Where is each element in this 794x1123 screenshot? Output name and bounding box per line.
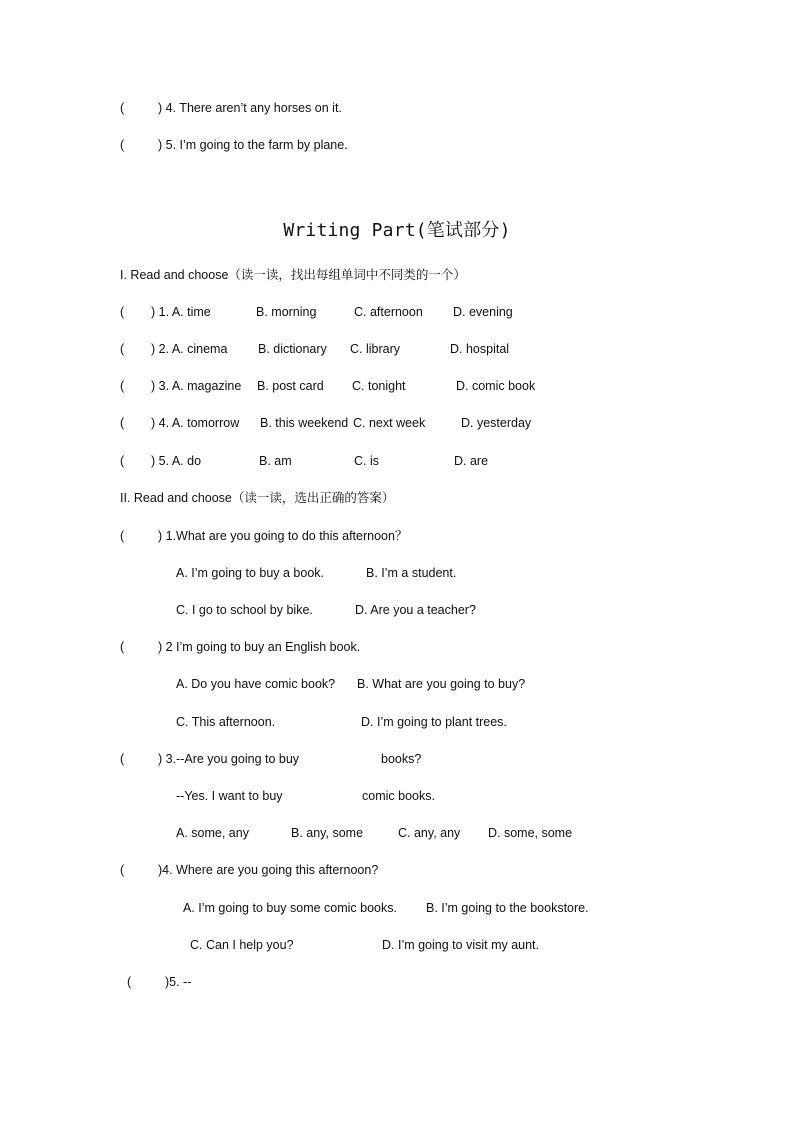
option-c: C. Can I help you? <box>190 938 294 952</box>
option-c: C. afternoon <box>354 305 423 319</box>
option-a: ) 1. A. time <box>151 305 211 319</box>
option-b: B. I’m a student. <box>366 566 457 580</box>
answer-paren: ( <box>120 529 125 543</box>
option-c: C. I go to school by bike. <box>176 603 313 617</box>
option-c: C. any, any <box>398 826 461 840</box>
option-a: ) 5. A. do <box>151 454 202 468</box>
answer-paren: ( <box>120 416 125 430</box>
answer-paren: ( <box>120 138 125 152</box>
answer-paren: ( <box>120 342 125 356</box>
question-line2: --Yes. I want to buy <box>176 789 283 803</box>
option-d: D. some, some <box>488 826 573 840</box>
option-a: ) 4. A. tomorrow <box>151 416 240 430</box>
option-d: D. comic book <box>456 379 536 393</box>
option-d: D. yesterday <box>461 416 532 430</box>
part2-heading: II. Read and choose（读一读，选出正确的答案） <box>120 491 395 505</box>
option-c: C. next week <box>353 416 426 430</box>
option-d: D. evening <box>453 305 513 319</box>
option-c: C. This afternoon. <box>176 715 276 729</box>
option-b: B. I’m going to the bookstore. <box>426 901 589 915</box>
option-b: B. dictionary <box>258 342 327 356</box>
question-text: ) 5. I’m going to the farm by plane. <box>158 138 348 152</box>
option-a: ) 2. A. cinema <box>151 342 228 356</box>
answer-paren: ( <box>127 975 132 989</box>
answer-paren: ( <box>120 752 125 766</box>
question-stem-end: books? <box>381 752 422 766</box>
question-stem: )5. -- <box>165 975 192 989</box>
question-stem: )4. Where are you going this afternoon? <box>158 863 379 877</box>
answer-paren: ( <box>120 863 125 877</box>
answer-paren: ( <box>120 640 125 654</box>
question-text: ) 4. There aren’t any horses on it. <box>158 101 342 115</box>
option-d: D. I’m going to plant trees. <box>361 715 507 729</box>
question-stem: ) 1.What are you going to do this afternoon？ <box>158 529 408 543</box>
option-c: C. library <box>350 342 401 356</box>
answer-paren: ( <box>120 305 125 319</box>
option-a: A. Do you have comic book? <box>176 677 336 691</box>
option-b: B. post card <box>257 379 324 393</box>
option-b: B. this weekend <box>260 416 349 430</box>
part1-heading: I. Read and choose（读一读，找出每组单词中不同类的一个） <box>120 268 466 282</box>
option-b: B. morning <box>256 305 317 319</box>
option-b: B. am <box>259 454 292 468</box>
option-a: A. I’m going to buy a book. <box>176 566 325 580</box>
option-a: A. I’m going to buy some comic books. <box>183 901 397 915</box>
option-d: D. Are you a teacher? <box>355 603 476 617</box>
option-d: D. hospital <box>450 342 510 356</box>
answer-paren: ( <box>120 101 125 115</box>
option-d: D. are <box>454 454 489 468</box>
option-a: A. some, any <box>176 826 249 840</box>
answer-paren: ( <box>120 454 125 468</box>
question-stem: ) 2 I’m going to buy an English book. <box>158 640 361 654</box>
question-line2-end: comic books. <box>362 789 435 803</box>
option-c: C. is <box>354 454 379 468</box>
option-b: B. What are you going to buy? <box>357 677 526 691</box>
answer-paren: ( <box>120 379 125 393</box>
option-b: B. any, some <box>291 826 364 840</box>
option-d: D. I’m going to visit my aunt. <box>382 938 540 952</box>
question-stem: ) 3.--Are you going to buy <box>158 752 300 766</box>
section-title: Writing Part(笔试部分) <box>283 220 511 241</box>
option-c: C. tonight <box>352 379 406 393</box>
option-a: ) 3. A. magazine <box>151 379 242 393</box>
